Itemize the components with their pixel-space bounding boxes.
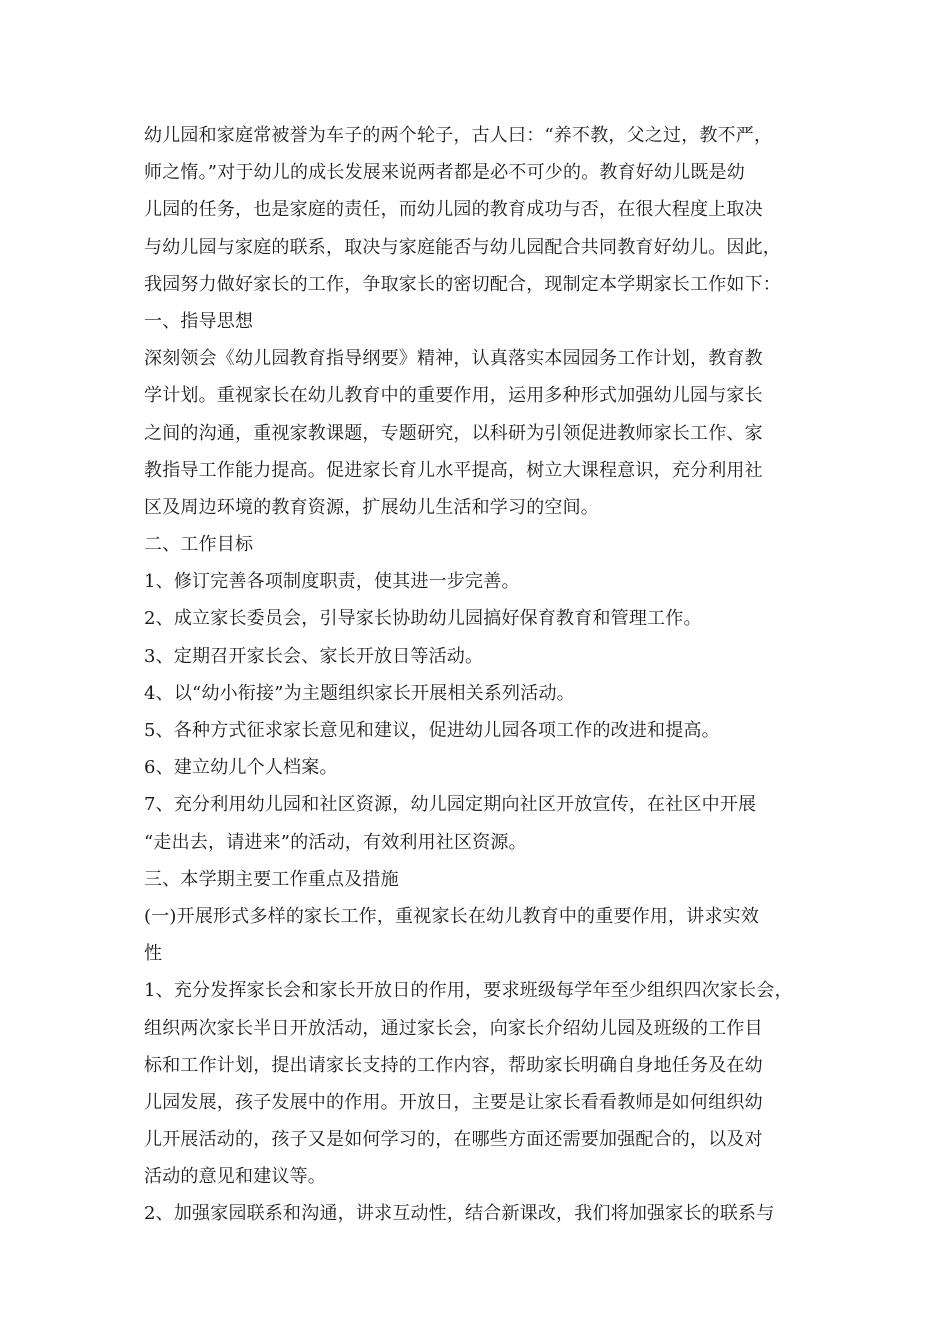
- section-heading: 三、本学期主要工作重点及措施: [144, 868, 399, 890]
- text-line: 儿园的任务，也是家庭的责任，而幼儿园的教育成功与否，在很大程度上取决: [144, 199, 763, 221]
- list-item: 2、加强家园联系和沟通，讲求互动性，结合新课改，我们将加强家长的联系与: [144, 1203, 775, 1225]
- list-item: 4、以“幼小衔接”为主题组织家长开展相关系列活动。: [144, 682, 575, 704]
- list-item: 1、修订完善各项制度职责，使其进一步完善。: [144, 571, 520, 593]
- text-line: 教指导工作能力提高。促进家长育儿水平提高，树立大课程意识，充分利用社: [144, 459, 763, 481]
- section-heading: 二、工作目标: [144, 534, 254, 556]
- text-line: 深刻领会《幼儿园教育指导纲要》精神，认真落实本园园务工作计划，教育教: [144, 348, 763, 370]
- text-line: 我园努力做好家长的工作，争取家长的密切配合，现制定本学期家长工作如下：: [144, 273, 781, 295]
- list-item: 2、成立家长委员会，引导家长协助幼儿园搞好保育教育和管理工作。: [144, 608, 702, 630]
- section-heading: 一、指导思想: [144, 310, 254, 332]
- list-item: 5、各种方式征求家长意见和建议，促进幼儿园各项工作的改进和提高。: [144, 720, 720, 741]
- subsection-heading: (一)开展形式多样的家长工作，重视家长在幼儿教育中的重要作用，讲求实效: [144, 905, 760, 927]
- document-body: [144, 117, 834, 1233]
- text-line: 性: [144, 943, 163, 965]
- text-line: 师之惰。”对于幼儿的成长发展来说两者都是必不可少的。教育好幼儿既是幼: [144, 162, 745, 184]
- text-line: 标和工作计划，提出请家长支持的工作内容，帮助家长明确自身地任务及在幼: [144, 1054, 763, 1076]
- list-item: 1、充分发挥家长会和家长开放日的作用，要求班级每学年至少组织四次家长会，: [144, 980, 793, 1002]
- text-line: 与幼儿园与家庭的联系，取决与家庭能否与幼儿园配合共同教育好幼儿。因此，: [144, 236, 781, 258]
- text-line: 儿园发展，孩子发展中的作用。开放日，主要是让家长看看教师是如何组织幼: [144, 1091, 763, 1113]
- text-line: 儿开展活动的，孩子又是如何学习的，在哪些方面还需要加强配合的，以及对: [144, 1129, 763, 1151]
- list-item: 3、定期召开家长会、家长开放日等活动。: [144, 645, 484, 667]
- text-line: 组织两次家长半日开放活动，通过家长会，向家长介绍幼儿园及班级的工作目: [144, 1017, 763, 1039]
- text-line: 区及周边环境的教育资源，扩展幼儿生活和学习的空间。: [144, 496, 599, 518]
- text-line: 幼儿园和家庭常被誉为车子的两个轮子，古人曰：“养不教，父之过，教不严，: [144, 125, 773, 146]
- list-item: 6、建立幼儿个人档案。: [144, 757, 338, 779]
- text-line: 之间的沟通，重视家教课题，专题研究，以科研为引领促进教师家长工作、家: [144, 422, 763, 444]
- list-item: 7、充分利用幼儿园和社区资源，幼儿园定期向社区开放宣传，在社区中开展: [144, 794, 757, 816]
- text-line: 学计划。重视家长在幼儿教育中的重要作用，运用多种形式加强幼儿园与家长: [144, 385, 763, 407]
- text-line: “走出去，请进来”的活动，有效利用社区资源。: [144, 831, 527, 853]
- text-line: 活动的意见和建议等。: [144, 1166, 326, 1188]
